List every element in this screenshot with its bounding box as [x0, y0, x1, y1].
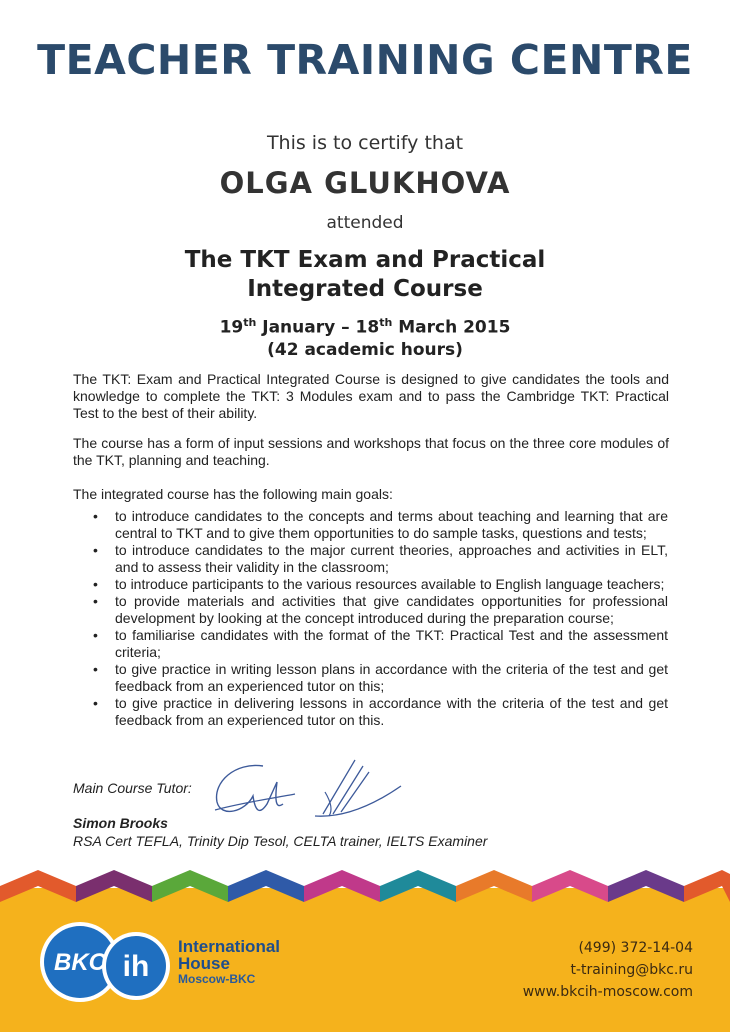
end-month-year: March 2015 — [392, 317, 511, 338]
goal-text: to introduce candidates to the major current theories, approaches and activities in ELT, and to assess their validity in the classroom; — [115, 542, 668, 575]
course-dates — [0, 312, 730, 361]
centre-title: TEACHER TRAINING CENTRE — [37, 36, 693, 84]
goal-text: to give practice in writing lesson plans in accordance with the criteria of the test and get feedback from an experienced tutor on this; — [115, 661, 668, 694]
end-day: 18 — [355, 317, 380, 338]
list-item — [93, 576, 668, 593]
list-item — [93, 627, 668, 661]
description-paragraph-2: The course has a form of input sessions and workshops that focus on the three core modules of the TKT, planning and teaching. — [73, 435, 669, 468]
email-address: t-training@bkc.ru — [570, 962, 693, 978]
list-item — [93, 593, 668, 627]
start-day: 19 — [219, 317, 244, 338]
tutor-credentials: RSA Cert TEFLA, Trinity Dip Tesol, CELTA trainer, IELTS Examiner — [73, 833, 488, 849]
logo-icon — [38, 918, 178, 1018]
bullet-icon: • — [93, 627, 98, 643]
goal-text: to provide materials and activities that give candidates opportunities for professional development by looking at the concept introduced during the preparation course; — [115, 593, 668, 626]
list-item — [93, 695, 668, 729]
contact-info — [523, 937, 693, 1003]
phone-number: (499) 372-14-04 — [578, 940, 693, 956]
date-range — [0, 312, 730, 339]
attended-label: attended — [326, 213, 404, 233]
end-day-suffix: th — [379, 316, 393, 329]
course-title — [0, 246, 730, 304]
goals-list — [93, 508, 668, 729]
org-name — [178, 938, 280, 986]
goal-text: to familiarise candidates with the format of the TKT: Practical Test and the assessment criteria; — [115, 627, 668, 660]
goal-text: to introduce candidates to the concepts and terms about teaching and learning that are central to TKT and to give them opportunities to do sample tasks, questions and tests; — [115, 508, 668, 541]
certify-statement: This is to certify that — [266, 132, 464, 154]
bullet-icon: • — [93, 593, 98, 609]
bullet-icon: • — [93, 695, 98, 711]
goal-text: to introduce participants to the various resources available to English language teachers; — [115, 576, 665, 592]
goals-intro: The integrated course has the following main goals: — [73, 486, 393, 502]
recipient-name: OLGA GLUKHOVA — [219, 166, 511, 200]
logo-ih-text: ih — [122, 950, 150, 983]
bullet-icon: • — [93, 661, 98, 677]
list-item — [93, 542, 668, 576]
bullet-icon: • — [93, 576, 98, 592]
start-day-suffix: th — [243, 316, 257, 329]
list-item — [93, 661, 668, 695]
bullet-icon: • — [93, 542, 98, 558]
academic-hours: (42 academic hours) — [267, 339, 463, 360]
course-title-line2: Integrated Course — [247, 276, 483, 302]
tutor-name: Simon Brooks — [73, 815, 168, 831]
org-line2: House — [178, 954, 230, 973]
start-month: January – — [256, 317, 356, 338]
goal-text: to give practice in delivering lessons in accordance with the criteria of the test and get feedback from an experienced tutor on this. — [115, 695, 668, 728]
tutor-label: Main Course Tutor: — [73, 780, 192, 796]
bullet-icon: • — [93, 508, 98, 524]
logo-bkc-text: BKC — [54, 949, 106, 976]
org-line3: Moscow-BKC — [178, 972, 256, 986]
list-item — [93, 508, 668, 542]
description-paragraph-1: The TKT: Exam and Practical Integrated Course is designed to give candidates the tools and knowledge to complete the TKT: 3 Modules exam and to pass the Cambridge TKT: Practical Test to the best of their ability. — [73, 371, 669, 421]
org-line1: International — [178, 937, 281, 956]
course-title-line1: The TKT Exam and Practical — [184, 247, 546, 273]
website-url: www.bkcih-moscow.com — [522, 984, 693, 1000]
signature-image — [205, 752, 405, 832]
